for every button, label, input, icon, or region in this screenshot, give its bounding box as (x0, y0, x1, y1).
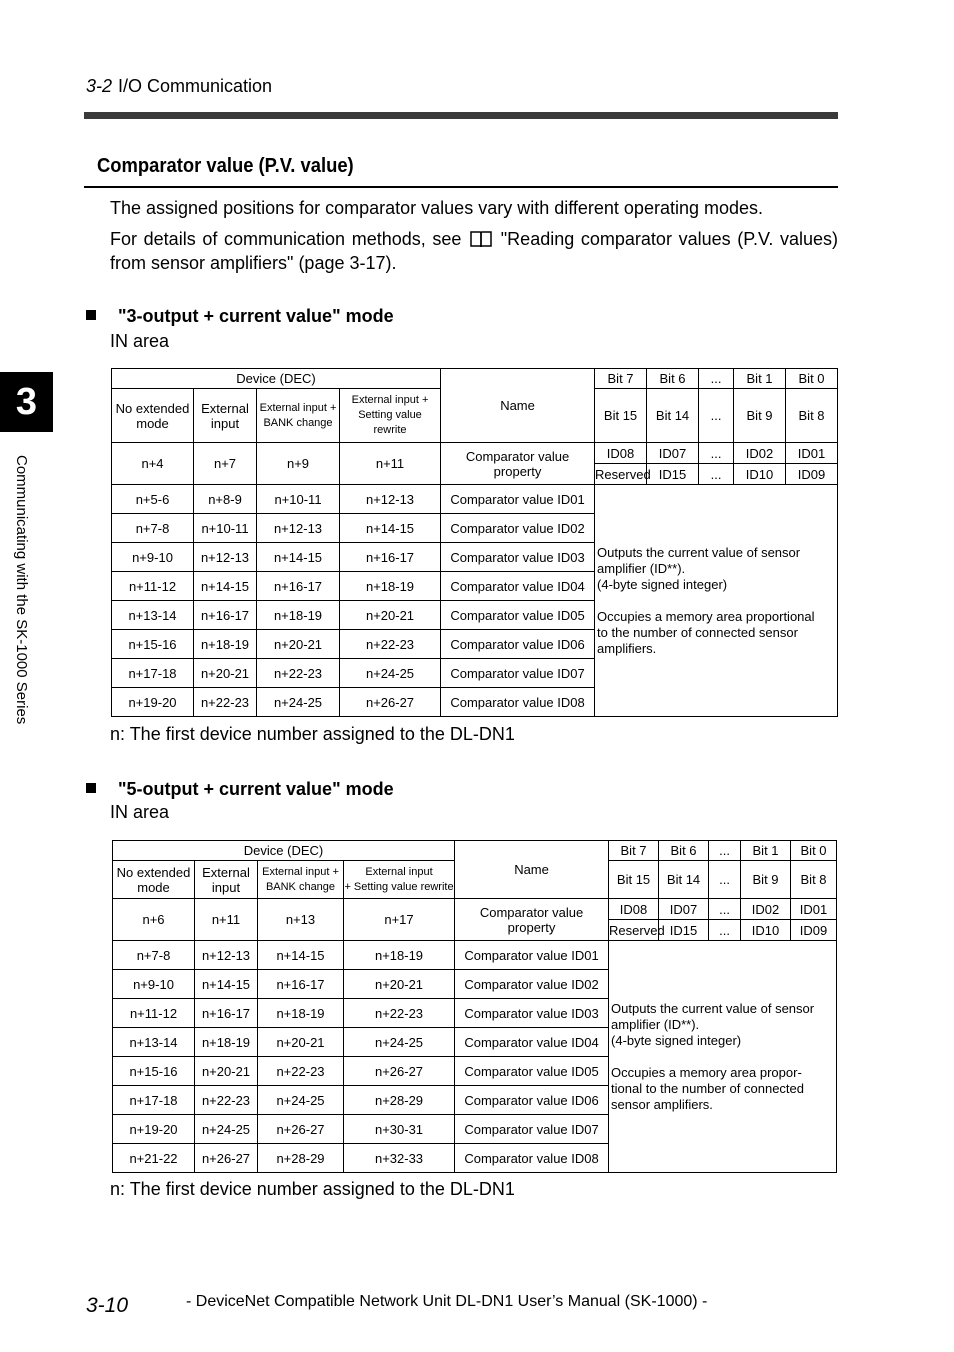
device-cell: n+18-19 (195, 1028, 258, 1057)
value-name-cell: Comparator value ID06 (441, 630, 595, 659)
bit-header: Bit 6 (647, 369, 699, 389)
device-cell: n+8-9 (194, 485, 257, 514)
device-cell: n+11 (195, 899, 258, 941)
value-name-cell: Comparator value ID05 (441, 601, 595, 630)
device-cell: n+20-21 (258, 1028, 344, 1057)
device-cell: n+13-14 (113, 1028, 195, 1057)
table2-area-label: IN area (110, 802, 170, 822)
table2-heading-text: "5-output + current value" mode (118, 779, 394, 799)
id-cell: ... (709, 920, 741, 941)
device-cell: n+15-16 (113, 1057, 195, 1086)
page-title: Comparator value (P.V. value) (97, 155, 354, 177)
device-cell: n+11-12 (113, 999, 195, 1028)
device-cell: n+10-11 (257, 485, 340, 514)
device-cell: n+9 (257, 443, 340, 485)
device-cell: n+26-27 (258, 1115, 344, 1144)
device-cell: n+11 (340, 443, 441, 485)
description-outputs: Outputs the current value of sensor amplifier (ID**). (4-byte signed integer) (611, 1000, 815, 1048)
intro-paragraph-2 (110, 227, 838, 275)
book-icon (470, 230, 492, 248)
value-name-cell: Comparator value ID05 (455, 1057, 609, 1086)
id-cell: ... (709, 899, 741, 920)
bit-header: Bit 9 (734, 389, 786, 443)
bit-header: Bit 1 (734, 369, 786, 389)
reserved-cell: Reserved (595, 464, 647, 485)
value-name-cell: Comparator value ID01 (441, 485, 595, 514)
device-cell: n+19-20 (113, 1115, 195, 1144)
device-cell: n+22-23 (340, 630, 441, 659)
device-cell: n+30-31 (344, 1115, 455, 1144)
device-cell: n+7-8 (113, 941, 195, 970)
col-external-bank: External input + BANK change (257, 389, 340, 443)
bit-header: Bit 15 (595, 389, 647, 443)
device-header: Device (DEC) (113, 841, 455, 861)
value-name-cell: Comparator value ID06 (455, 1086, 609, 1115)
device-cell: n+22-23 (257, 659, 340, 688)
page-number: 3-10 (86, 1294, 129, 1317)
device-cell: n+15-16 (112, 630, 194, 659)
device-cell: n+24-25 (195, 1115, 258, 1144)
col-no-extended-mode: No extended mode (113, 861, 195, 899)
col-external-setting: External input + Setting value rewrite (340, 389, 441, 443)
id-cell: ID02 (734, 443, 786, 464)
device-cell: n+17-18 (112, 659, 194, 688)
id-cell: ID07 (647, 443, 699, 464)
bit-header: ... (709, 861, 741, 899)
col-external-input: External input (195, 861, 258, 899)
device-cell: n+28-29 (258, 1144, 344, 1173)
reserved-cell: Reserved (609, 920, 659, 941)
section-title: I/O Communication (118, 76, 273, 96)
bit-header: Bit 0 (786, 369, 838, 389)
table1-io-map (111, 368, 838, 717)
intro-ref-link[interactable]: "Reading comparator values (P.V. values) from sensor amplifiers" (page 3-17). (110, 229, 838, 273)
id-cell: ID08 (609, 899, 659, 920)
device-cell: n+5-6 (112, 485, 194, 514)
table1-area-label: IN area (110, 331, 170, 351)
device-cell: n+19-20 (112, 688, 194, 717)
device-cell: n+20-21 (340, 601, 441, 630)
description-occupies: Occupies a memory area proportional to the number of connected sensor amplifiers. (597, 608, 815, 656)
device-cell: n+26-27 (340, 688, 441, 717)
device-cell: n+18-19 (258, 999, 344, 1028)
device-cell: n+18-19 (257, 601, 340, 630)
bit-header: Bit 1 (741, 841, 791, 861)
bullet-square-icon (86, 783, 96, 793)
footer-text: - DeviceNet Compatible Network Unit DL-DN1 User’s Manual (SK-1000) - (186, 1293, 708, 1310)
bit-header: Bit 14 (647, 389, 699, 443)
bit-header: Bit 8 (786, 389, 838, 443)
device-cell: n+21-22 (113, 1144, 195, 1173)
device-cell: n+14-15 (340, 514, 441, 543)
device-cell: n+13 (258, 899, 344, 941)
value-name-cell: Comparator value ID03 (455, 999, 609, 1028)
device-cell: n+24-25 (340, 659, 441, 688)
device-cell: n+26-27 (344, 1057, 455, 1086)
device-cell: n+12-13 (194, 543, 257, 572)
property-name: Comparator value property (455, 899, 609, 941)
bit-header: ... (709, 841, 741, 861)
intro-paragraph-1: The assigned positions for comparator values vary with different operating modes. (110, 198, 764, 218)
id-cell: ID09 (786, 464, 838, 485)
value-name-cell: Comparator value ID02 (455, 970, 609, 999)
table1-heading (86, 306, 394, 327)
id-cell: ID02 (741, 899, 791, 920)
id-cell: ID09 (791, 920, 837, 941)
section-number: 3-2 (86, 76, 113, 96)
table2-rows (113, 941, 837, 1173)
description-cell (609, 941, 837, 1173)
device-cell: n+20-21 (257, 630, 340, 659)
name-header: Name (455, 841, 609, 899)
running-header (86, 76, 272, 97)
device-cell: n+9-10 (112, 543, 194, 572)
device-cell: n+12-13 (257, 514, 340, 543)
value-name-cell: Comparator value ID07 (441, 659, 595, 688)
property-name: Comparator value property (441, 443, 595, 485)
chapter-tab: 3 (0, 372, 53, 432)
id-cell: ID10 (734, 464, 786, 485)
id-cell: ID07 (659, 899, 709, 920)
chapter-side-text: Communicating with the SK-1000 Series (13, 455, 30, 725)
value-name-cell: Comparator value ID04 (441, 572, 595, 601)
device-cell: n+7 (194, 443, 257, 485)
table2-note: n: The first device number assigned to the DL-DN1 (110, 1179, 515, 1199)
table1-rows (112, 485, 838, 717)
device-cell: n+14-15 (194, 572, 257, 601)
device-cell: n+18-19 (340, 572, 441, 601)
bit-header: Bit 9 (741, 861, 791, 899)
device-cell: n+28-29 (344, 1086, 455, 1115)
device-cell: n+16-17 (340, 543, 441, 572)
device-cell: n+22-23 (344, 999, 455, 1028)
table1-heading-text: "3-output + current value" mode (118, 306, 394, 326)
device-cell: n+16-17 (195, 999, 258, 1028)
value-name-cell: Comparator value ID07 (455, 1115, 609, 1144)
id-cell: ID15 (659, 920, 709, 941)
device-cell: n+24-25 (344, 1028, 455, 1057)
bit-header: Bit 8 (791, 861, 837, 899)
value-name-cell: Comparator value ID08 (455, 1144, 609, 1173)
bit-header: Bit 0 (791, 841, 837, 861)
table-row (113, 941, 837, 970)
id-cell: ID10 (741, 920, 791, 941)
device-cell: n+12-13 (195, 941, 258, 970)
device-cell: n+7-8 (112, 514, 194, 543)
table2-io-map (112, 840, 837, 1173)
device-cell: n+22-23 (195, 1086, 258, 1115)
device-cell: n+17-18 (113, 1086, 195, 1115)
device-cell: n+24-25 (257, 688, 340, 717)
col-external-input: External input (194, 389, 257, 443)
device-cell: n+20-21 (195, 1057, 258, 1086)
device-cell: n+24-25 (258, 1086, 344, 1115)
value-name-cell: Comparator value ID01 (455, 941, 609, 970)
table-row (112, 485, 838, 514)
device-cell: n+22-23 (194, 688, 257, 717)
bit-header: Bit 7 (595, 369, 647, 389)
intro-ref-prefix: For details of communication methods, see (110, 229, 462, 249)
description-occupies: Occupies a memory area propor- tional to the number of connected sensor amplifiers. (611, 1064, 804, 1112)
device-cell: n+32-33 (344, 1144, 455, 1173)
header-rule (84, 112, 838, 119)
bit-header: ... (699, 369, 734, 389)
device-cell: n+14-15 (257, 543, 340, 572)
bit-header: Bit 7 (609, 841, 659, 861)
device-cell: n+26-27 (195, 1144, 258, 1173)
bit-header: Bit 15 (609, 861, 659, 899)
device-cell: n+10-11 (194, 514, 257, 543)
device-cell: n+18-19 (344, 941, 455, 970)
device-cell: n+16-17 (194, 601, 257, 630)
value-name-cell: Comparator value ID03 (441, 543, 595, 572)
col-external-bank: External input + BANK change (258, 861, 344, 899)
device-cell: n+6 (113, 899, 195, 941)
bullet-square-icon (86, 310, 96, 320)
device-cell: n+12-13 (340, 485, 441, 514)
device-header: Device (DEC) (112, 369, 441, 389)
table1-note: n: The first device number assigned to the DL-DN1 (110, 724, 515, 744)
device-cell: n+20-21 (194, 659, 257, 688)
device-cell: n+16-17 (257, 572, 340, 601)
table2-heading (86, 779, 394, 800)
device-cell: n+22-23 (258, 1057, 344, 1086)
device-cell: n+11-12 (112, 572, 194, 601)
description-cell (595, 485, 838, 717)
id-cell: ID15 (647, 464, 699, 485)
id-cell: ID01 (786, 443, 838, 464)
id-cell: ID01 (791, 899, 837, 920)
bit-header: Bit 6 (659, 841, 709, 861)
bit-header: Bit 14 (659, 861, 709, 899)
device-cell: n+13-14 (112, 601, 194, 630)
device-cell: n+14-15 (258, 941, 344, 970)
device-cell: n+18-19 (194, 630, 257, 659)
id-cell: ID08 (595, 443, 647, 464)
device-cell: n+9-10 (113, 970, 195, 999)
device-cell: n+16-17 (258, 970, 344, 999)
id-cell: ... (699, 464, 734, 485)
device-cell: n+14-15 (195, 970, 258, 999)
value-name-cell: Comparator value ID04 (455, 1028, 609, 1057)
bit-header: ... (699, 389, 734, 443)
id-cell: ... (699, 443, 734, 464)
value-name-cell: Comparator value ID08 (441, 688, 595, 717)
device-cell: n+20-21 (344, 970, 455, 999)
name-header: Name (441, 369, 595, 443)
device-cell: n+17 (344, 899, 455, 941)
title-rule (84, 186, 838, 188)
col-no-extended-mode: No extended mode (112, 389, 194, 443)
description-outputs: Outputs the current value of sensor amplifier (ID**). (4-byte signed integer) (597, 544, 801, 592)
value-name-cell: Comparator value ID02 (441, 514, 595, 543)
device-cell: n+4 (112, 443, 194, 485)
col-external-setting: External input + Setting value rewrite (344, 861, 455, 899)
